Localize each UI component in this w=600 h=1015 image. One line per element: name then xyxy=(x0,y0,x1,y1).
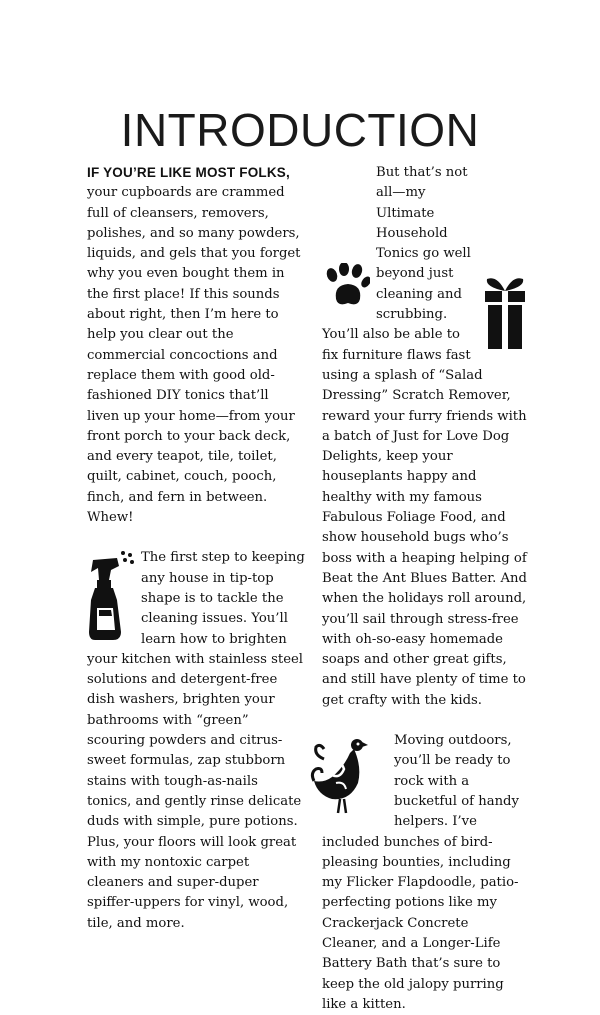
intro-text: your cupboards are crammed full of cleansers, removers, polishes, and so many powders, liquids, and gels that you forget why you even bought them in the first place! If this sounds about right, then I’m here to help you clear out the commercial concoctions and replace them with good old-fashioned DIY tonics that’ll liven up your home—from your front porch to your back deck, and every teapot, tile, toilet, quilt, cabinet, couch, pooch, finch, and fern in between. Whew! xyxy=(87,185,301,526)
lead-in-heading: IF YOU’RE LIKE MOST FOLKS, xyxy=(87,165,290,180)
outdoors-text: Moving outdoors, you’ll be ready to rock with a bucketful of handy helpers. I’ve included bunches of bird-pleasing bounties, including my Flicker Flapdoodle, patio-perfecting potions like my Crackerjack Concrete Cleaner, and a Longer-Life Battery Bath that’s sure to keep the old jalopy purring like a kitten. xyxy=(322,733,519,1012)
outdoors-paragraph xyxy=(322,731,527,1015)
cleaning-text: The first step to keeping any house in tip-top shape is to tackle the cleaning issues. You’ll learn how to brighten your kitchen with stainless steel solutions and detergent-free dish washers, brighten your bathrooms with “green” scouring powders and citrus-sweet formulas, zap stubborn stains with tough-as-nails tonics, and gently rinse delicate duds with simple, pure potions. Plus, your floors will look great with my nontoxic carpet cleaners and super-duper spiffer-uppers for vinyl, wood, tile, and more. xyxy=(87,550,305,931)
left-column xyxy=(87,163,305,934)
right-column xyxy=(322,163,527,1015)
paw-print-icon xyxy=(322,263,370,309)
cleaning-paragraph xyxy=(87,548,305,934)
paragraph-gap xyxy=(322,711,527,731)
tonics-paragraph xyxy=(322,163,527,711)
bird-icon xyxy=(310,733,388,817)
paragraph-gap xyxy=(87,528,305,548)
intro-paragraph xyxy=(87,163,305,528)
spray-bottle-icon xyxy=(87,550,135,642)
page-title: INTRODUCTION xyxy=(120,103,480,156)
tonics-text: But that’s not all—my Ultimate Household Tonics go well beyond just cleaning and scrubbing. You’ll also be able to fix furniture flaws fast using a splash of “Salad Dressing” Scratch Remover, reward your furry friends with a batch of Just for Love Dog Delights, keep your houseplants happy and healthy with my famous Fabulous Foliage Food, and show household bugs who’s boss with a heaping helping of Beat the Ant Blues Batter. And when the holidays roll around, you’ll sail through stress-free with oh-so-easy homemade soaps and other great gifts, and still have plenty of time to get crafty with the kids. xyxy=(322,165,527,708)
gift-box-icon xyxy=(483,273,527,349)
